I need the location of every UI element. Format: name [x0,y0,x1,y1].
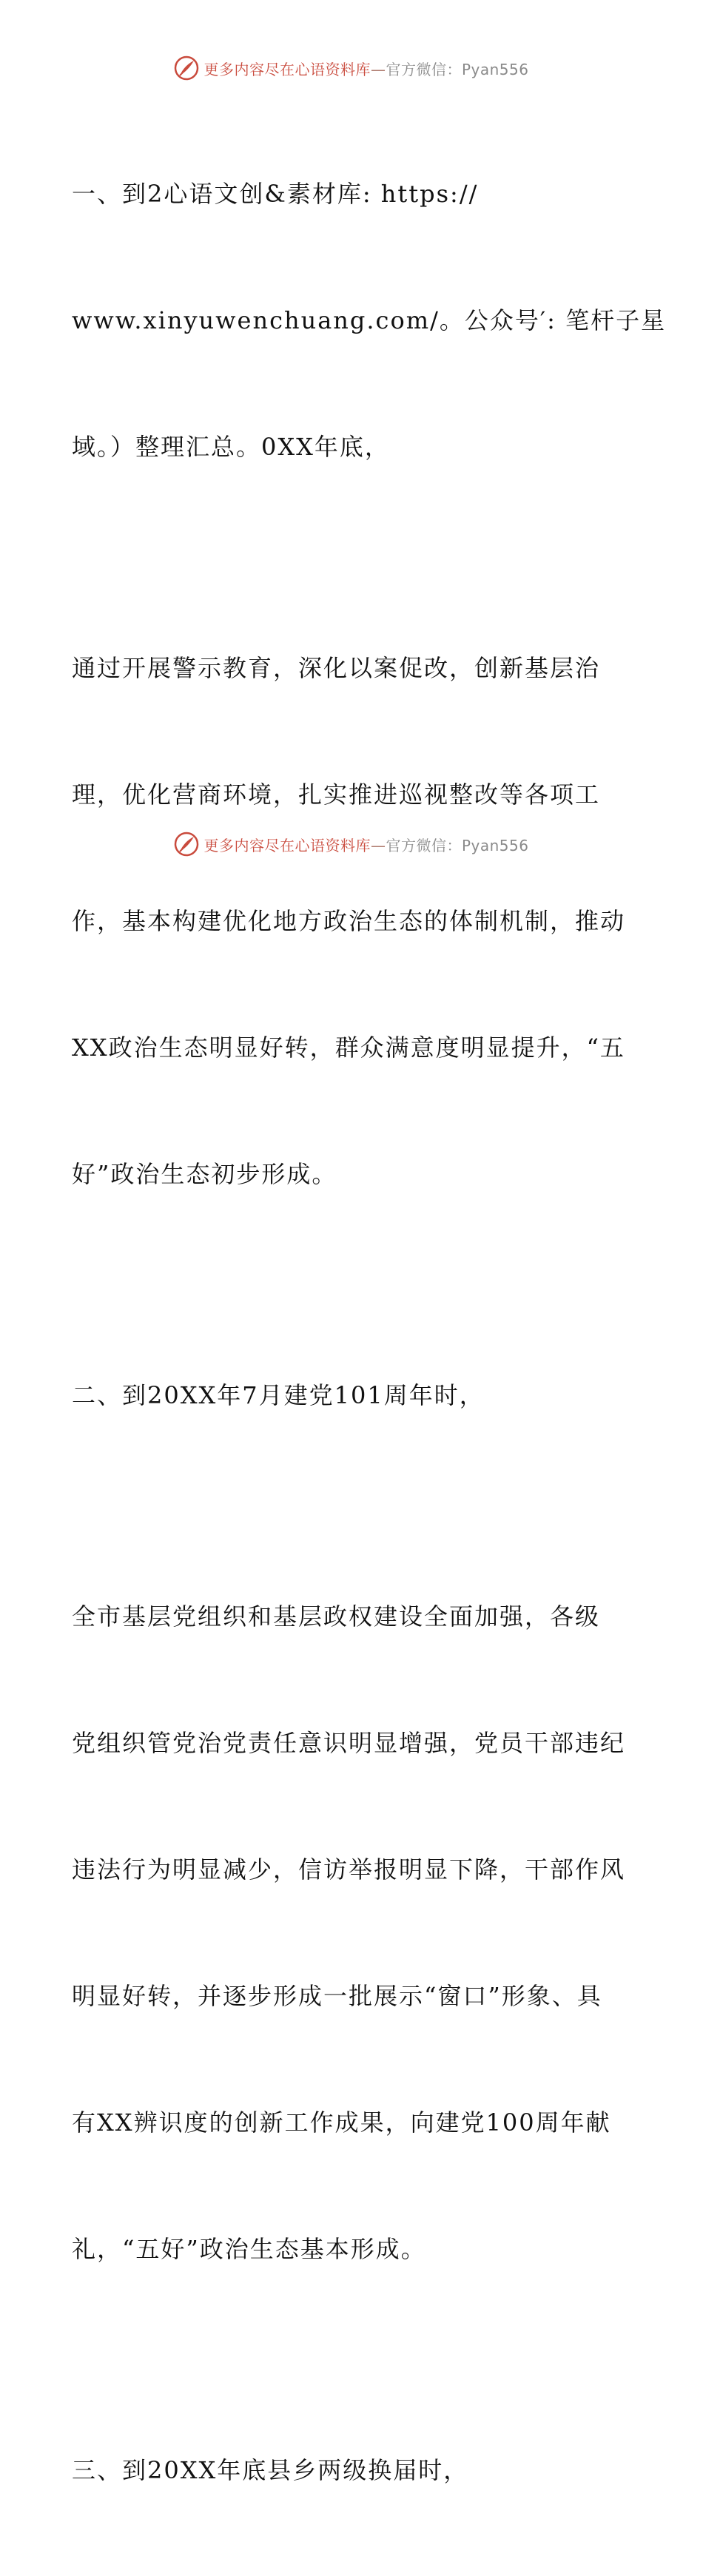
text-line: 理，优化营商环境，扎实推进巡视整改等各项工 [72,780,601,809]
text-line: 一、到2心语文创&素材库: https:// [72,180,479,208]
quill-pen-logo-icon [174,55,199,81]
paragraph-4 [72,1511,634,2355]
paragraph-3 [72,1290,634,1501]
watermark-main-text: 更多内容尽在心语资料库 [204,60,371,78]
watermark-text [204,58,528,79]
paragraph-5 [72,2365,634,2576]
text-line: 党组织管党治党责任意识明显增强，党员干部违纪 [72,1729,626,1757]
watermark-separator: — [370,836,386,854]
text-line: 违法行为明显减少，信访举报明显下降，干部作风 [72,1855,626,1884]
watermark-main-text: 更多内容尽在心语资料库 [204,836,371,854]
text-line: 明显好转，并逐步形成一批展示“窗口”形象、具 [72,1982,602,2010]
document-body [72,89,667,2576]
text-line: 礼，“五好”政治生态基本形成。 [72,2235,426,2263]
text-line: 全市基层党组织和基层政权建设全面加强，各级 [72,1602,601,1631]
footer-watermark-banner [0,829,703,859]
watermark-wechat-text: 官方微信：Pyan556 [386,836,529,854]
text-line: 三、到20XX年底县乡两级换届时， [72,2456,469,2484]
watermark-separator: — [370,60,386,78]
text-line: 作，基本构建优化地方政治生态的体制机制，推动 [72,907,626,935]
quill-pen-logo-icon [174,832,199,857]
text-line: 有XX辨识度的创新工作成果，向建党100周年献 [72,2108,611,2137]
watermark-wechat-text: 官方微信：Pyan556 [386,60,529,78]
paragraph-2 [72,563,634,1280]
text-line: www.xinyuwenchuang.com/。公众号′: 笔杆子星 [72,306,667,334]
text-line: XX政治生态明显好转，群众满意度明显提升，“五 [72,1034,625,1062]
text-line: 通过开展警示教育，深化以案促改，创新基层治 [72,654,601,682]
header-watermark-banner [0,53,703,83]
watermark-text [204,834,528,855]
paragraph-1 [72,89,667,553]
text-line: 二、到20XX年7月建党101周年时， [72,1381,485,1409]
text-line: 域。）整理汇总。0XX年底， [72,433,390,461]
text-line: 好”政治生态初步形成。 [72,1160,337,1188]
